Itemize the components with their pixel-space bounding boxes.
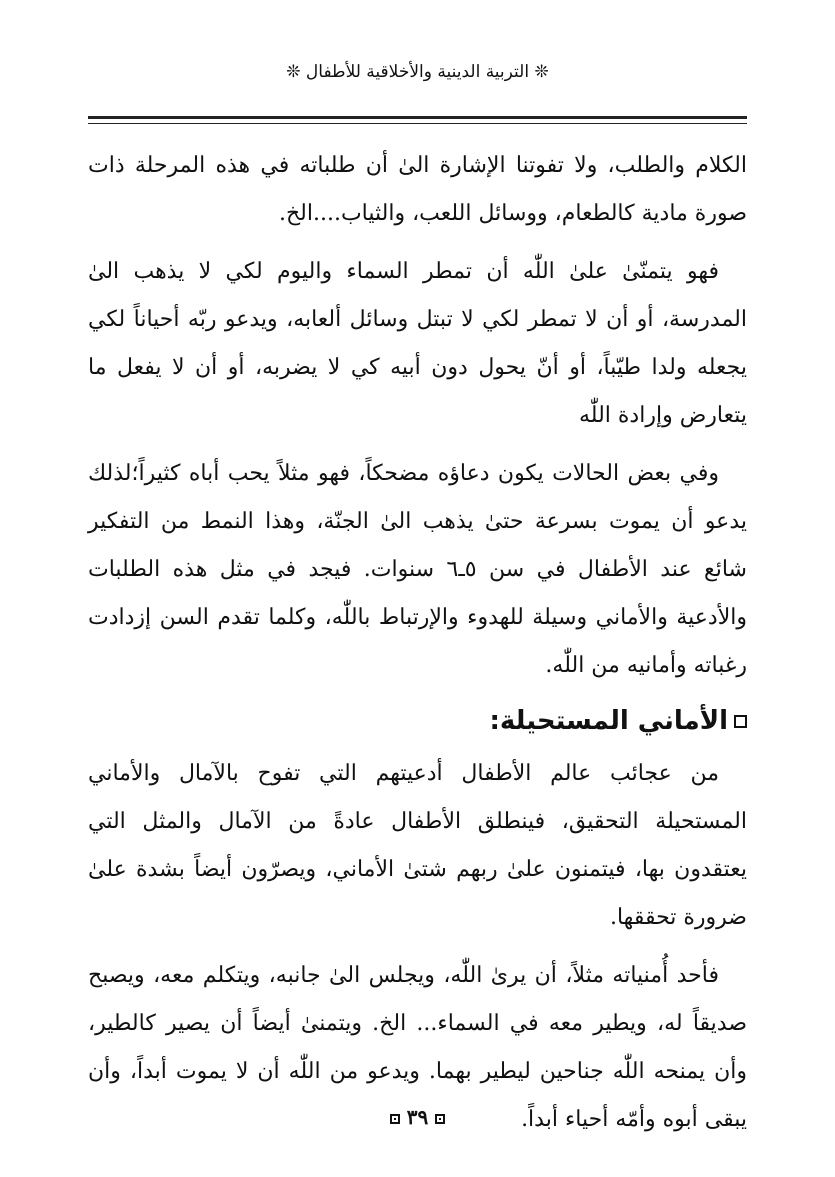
paragraph: فهو يتمنّىٰ علىٰ اللّٰه أن تمطر السماء واليوم لكي لا يذهب الىٰ المدرسة، أو أن لا تمطر لكي لا تبتل وسائل ألعابه، ويدعو ربّه أحياناً لكي يجعله ولدا طيّباً، أو أنّ يحول دون أبيه كي لا يضربه، أو أن لا يفعل ما يتعارض وإرادة اللّٰه	[88, 259, 747, 428]
page-number	[0, 1105, 835, 1129]
header-rule-thick	[88, 116, 747, 119]
page-number-text: ٣٩	[406, 1105, 429, 1129]
square-ornament-icon	[435, 1114, 445, 1124]
page-content	[88, 142, 747, 1144]
paragraph: وفي بعض الحالات يكون دعاؤه مضحكاً، فهو مثلاً يحب أباه كثيراً؛لذلك يدعو أن يموت بسرعة حتىٰ يذهب الىٰ الجنّة، وهذا النمط من التفكير شائع عند الأطفال في سن ٥ـ٦ سنوات. فيجد في مثل هذه الطلبات والأدعية والأماني وسيلة للهدوء والإرتباط باللّٰه، وكلما تقدم السن إزدادت رغباته وأمانيه من اللّٰه.	[88, 461, 747, 678]
paragraph: الكلام والطلب، ولا تفوتنا الإشارة الىٰ أن طلباته في هذه المرحلة ذات صورة مادية كالطعام، ووسائل اللعب، والثياب....الخ.	[88, 153, 747, 226]
paragraph: فأحد أُمنياته مثلاً، أن يرىٰ اللّٰه، ويجلس الىٰ جانبه، ويتكلم معه، ويصبح صديقاً له، ويطير معه في السماء... الخ. ويتمنىٰ أيضاً أن يصير كالطير، وأن يمنحه اللّٰه جناحين ليطير بهما. ويدعو من اللّٰه أن لا يموت أبداً، وأن يبقى أبوه وأمّه أحياء أبداً.	[88, 963, 747, 1132]
paragraph: من عجائب عالم الأطفال أدعيتهم التي تفوح بالآمال والأماني المستحيلة التحقيق، فينطلق الأطفال عادةً من الآمال والمثل التي يعتقدون بها، فيتمنون علىٰ ربهم شتىٰ الأماني، ويصرّون أيضاً بشدة علىٰ ضرورة تحققها.	[88, 761, 747, 930]
header-rule-thin	[88, 123, 747, 124]
running-header: ❊ التربية الدينية والأخلاقية للأطفال ❊	[286, 62, 549, 82]
section-heading	[88, 696, 747, 746]
square-bullet-icon	[734, 715, 747, 728]
section-heading-text: الأماني المستحيلة:	[489, 706, 728, 736]
square-ornament-icon	[390, 1114, 400, 1124]
